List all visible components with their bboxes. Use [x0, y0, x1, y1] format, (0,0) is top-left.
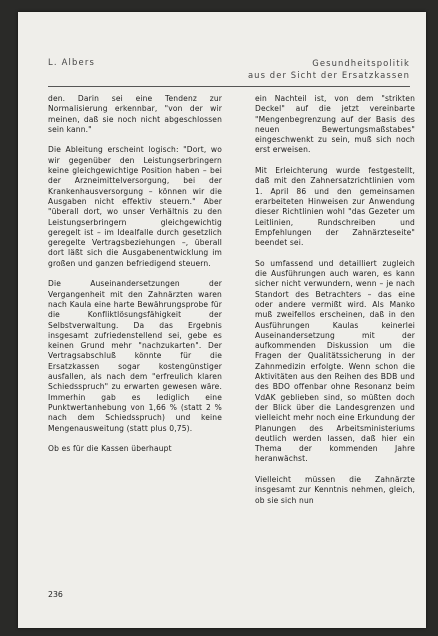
header-title-line-1: Gesundheitspolitik [312, 58, 410, 68]
header-title-line-2: aus der Sicht der Ersatzkassen [247, 70, 410, 80]
paragraph: den. Darin sei eine Tendenz zur Normalisierung erkennbar, "von der wir meinen, daß sie noch nicht abgeschlossen sein kann." [48, 94, 222, 134]
paragraph: Ob es für die Kassen überhaupt [48, 444, 172, 454]
page-number: 236 [48, 590, 63, 599]
paragraph: ein Nachteil ist, von dem "strikten Deckel" auf die jetzt vereinbarte "Mengenbegrenzung auf der Basis des neuen Bewertungsmaßstabes" eingeschwenkt zu sein, muß sich noch erst erweisen. [255, 94, 415, 155]
header-rule [48, 86, 410, 87]
right-column [255, 94, 415, 516]
paragraph: Die Ableitung erscheint logisch: "Dort, wo wir gegenüber den Leistungserbringern keine gleichgewichtige Position haben – bei der Arzneimittelversorgung, bei der Krankenhausversorgung – können wir die Ausgaben nicht effektiv steuern." Aber "überall dort, wo unser Verhältnis zu den Leistungserbringern gleichgewichtig geregelt ist – im Idealfalle durch gesetzlich geregelte Vertragsbeziehungen –, überall dort läßt sich die Ausgabenentwicklung im großen und ganzen befriedigend steuern. [48, 145, 222, 268]
paragraph: So umfassend und detailliert zugleich die Ausführungen auch waren, es kann sicher nicht verwundern, wenn – je nach Standort des Betrachters – das eine oder andere vermißt wird. Als Manko muß zweifellos erscheinen, daß in den Ausführungen Kaulas keinerlei Auseinandersetzung mit der aufkommenden Diskussion um die Fragen der Qualitätssicherung in der Zahnmedizin erfolgte. Wenn schon die Aktivitäten aus den Reihen des BDB und des BDO offenbar ohne Resonanz beim VdAK geblieben sind, so müßten doch der Blick über die Landesgrenzen und vielleicht mehr noch eine Erkundung der Planungen des Arbeitsministeriums deutlich werden lassen, daß hier ein Thema der kommenden Jahre heranwächst. [255, 258, 415, 464]
left-column [48, 94, 222, 465]
paragraph: Mit Erleichterung wurde festgestellt, daß mit den Zahnersatzrichtlinien vom 1. April 86 und den gemeinsamen erarbeiteten Hinweisen zur Anwendung dieser Richtlinien wohl "das Gezeter um Leitlinien, Rundschreiben und Empfehlungen der Zahnärzteseite" beendet sei. [255, 166, 415, 248]
paragraph: Vielleicht müssen die Zahnärzte insgesamt zur Kenntnis nehmen, gleich, ob sie sich nun [255, 474, 415, 505]
running-header [48, 55, 410, 89]
header-title [248, 57, 410, 81]
paragraph: Die Auseinandersetzungen der Vergangenheit mit den Zahnärzten waren nach Kaula eine harte Bewährungsprobe für die Konfliktlösungsfähigkeit der Selbstverwaltung. Da das Ergebnis insgesamt zufriedenstellend sei, gebe es keinen Grund mehr "nachzukarten". Der Vertragsabschluß könnte für die Ersatzkassen sogar kostengünstiger ausfallen, als nach dem "erfreulich klaren Schiedsspruch" zu erwarten gewesen wäre. Immerhin gab es lediglich eine Punktwertanhebung von 1,66 % (statt 2 % nach dem Schiedsspruch) und keine Mengenausweitung (statt plus 0,75). [48, 279, 222, 433]
header-author: L. Albers [48, 57, 96, 67]
